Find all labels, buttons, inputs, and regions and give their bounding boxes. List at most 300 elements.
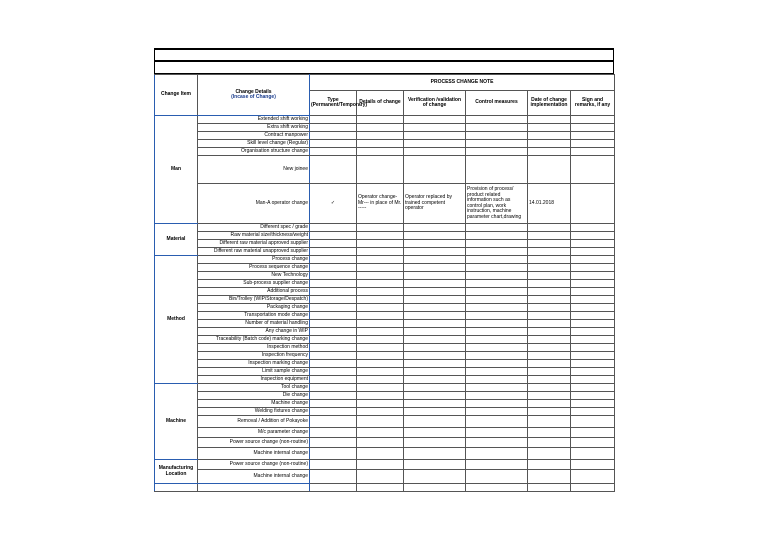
empty-cell[interactable] (466, 400, 528, 408)
table-row (155, 392, 615, 400)
change-detail-item: Packaging change (198, 304, 310, 312)
empty-cell[interactable] (528, 460, 571, 470)
entry-date: 14.01.2018 (528, 184, 571, 224)
empty-cell[interactable] (310, 392, 357, 400)
change-detail-item: Organisation structure change (198, 148, 310, 156)
empty-cell[interactable] (310, 116, 357, 124)
empty-cell[interactable] (466, 156, 528, 184)
empty-cell[interactable] (528, 336, 571, 344)
empty-cell[interactable] (528, 484, 571, 492)
empty-cell[interactable] (357, 132, 404, 140)
empty-cell[interactable] (357, 368, 404, 376)
change-details-subtitle: (Incase of Change) (231, 94, 276, 100)
change-detail-item: Inspection equipment (198, 376, 310, 384)
table-row (155, 312, 615, 320)
empty-cell[interactable] (466, 140, 528, 148)
empty-cell[interactable] (571, 428, 615, 438)
empty-cell[interactable] (466, 312, 528, 320)
table-row (155, 400, 615, 408)
table-row (155, 368, 615, 376)
empty-cell[interactable] (571, 296, 615, 304)
change-detail-item: Machine internal change (198, 470, 310, 484)
entry-details: Operator change- Mr--- in place of Mr. ----- (357, 184, 404, 224)
empty-cell[interactable] (357, 384, 404, 392)
change-detail-item: Extra shift working (198, 124, 310, 132)
empty-cell[interactable] (310, 280, 357, 288)
change-detail-item: Sub-process supplier change (198, 280, 310, 288)
empty-cell[interactable] (357, 224, 404, 232)
table-row (155, 240, 615, 248)
empty-cell[interactable] (404, 408, 466, 416)
change-detail-item: Inspection frequency (198, 352, 310, 360)
empty-cell[interactable] (571, 280, 615, 288)
empty-cell[interactable] (357, 328, 404, 336)
category-material: Material (155, 224, 198, 256)
empty-cell[interactable] (466, 148, 528, 156)
table-row (155, 288, 615, 296)
empty-cell[interactable] (310, 232, 357, 240)
empty-cell[interactable] (404, 352, 466, 360)
empty-cell[interactable] (528, 240, 571, 248)
empty-cell[interactable] (466, 132, 528, 140)
empty-cell[interactable] (310, 328, 357, 336)
empty-cell[interactable] (466, 470, 528, 484)
change-detail-item: Number of material handling (198, 320, 310, 328)
empty-cell[interactable] (466, 428, 528, 438)
empty-cell[interactable] (528, 376, 571, 384)
empty-cell[interactable] (571, 288, 615, 296)
empty-cell[interactable] (404, 140, 466, 148)
empty-cell[interactable] (404, 360, 466, 368)
empty-cell[interactable] (466, 484, 528, 492)
empty-cell[interactable] (528, 384, 571, 392)
empty-cell[interactable] (528, 132, 571, 140)
change-detail-item: Man-A operator change (198, 184, 310, 224)
empty-cell (198, 484, 310, 492)
empty-cell[interactable] (571, 460, 615, 470)
empty-cell[interactable] (404, 336, 466, 344)
table-row (155, 460, 615, 470)
empty-cell[interactable] (528, 448, 571, 460)
empty-cell[interactable] (310, 312, 357, 320)
table-row (155, 256, 615, 264)
empty-cell[interactable] (404, 248, 466, 256)
empty-cell[interactable] (310, 368, 357, 376)
empty-cell[interactable] (404, 156, 466, 184)
empty-cell[interactable] (357, 272, 404, 280)
empty-cell[interactable] (310, 470, 357, 484)
empty-cell[interactable] (571, 438, 615, 448)
empty-cell[interactable] (571, 320, 615, 328)
empty-cell[interactable] (466, 438, 528, 448)
empty-cell[interactable] (357, 352, 404, 360)
empty-cell[interactable] (310, 400, 357, 408)
empty-cell[interactable] (310, 124, 357, 132)
change-detail-item: Power source change (non-routine) (198, 460, 310, 470)
empty-cell[interactable] (466, 416, 528, 428)
empty-cell[interactable] (404, 116, 466, 124)
empty-cell[interactable] (571, 224, 615, 232)
empty-cell[interactable] (466, 368, 528, 376)
empty-cell[interactable] (528, 368, 571, 376)
change-detail-item: Raw material size/thickness/weight (198, 232, 310, 240)
empty-cell[interactable] (571, 470, 615, 484)
sheet-top-bar (154, 48, 614, 61)
empty-cell[interactable] (466, 320, 528, 328)
empty-cell[interactable] (528, 360, 571, 368)
empty-cell[interactable] (466, 224, 528, 232)
table-row (155, 224, 615, 232)
empty-cell[interactable] (571, 264, 615, 272)
empty-cell[interactable] (357, 124, 404, 132)
table-row (155, 328, 615, 336)
empty-cell[interactable] (404, 328, 466, 336)
empty-cell[interactable] (528, 408, 571, 416)
empty-cell[interactable] (528, 124, 571, 132)
change-detail-item: Tool change (198, 384, 310, 392)
empty-cell[interactable] (310, 428, 357, 438)
empty-cell[interactable] (571, 484, 615, 492)
empty-cell[interactable] (466, 248, 528, 256)
empty-cell[interactable] (357, 256, 404, 264)
empty-cell[interactable] (404, 124, 466, 132)
empty-cell[interactable] (404, 400, 466, 408)
change-detail-item: New Technology (198, 272, 310, 280)
empty-cell[interactable] (404, 392, 466, 400)
change-detail-item: Die change (198, 392, 310, 400)
empty-cell[interactable] (404, 368, 466, 376)
change-detail-item: Process sequence change (198, 264, 310, 272)
empty-cell[interactable] (404, 416, 466, 428)
change-detail-item: Skill level change (Regular) (198, 140, 310, 148)
empty-cell[interactable] (310, 264, 357, 272)
table-row (155, 116, 615, 124)
empty-cell[interactable] (466, 116, 528, 124)
empty-cell[interactable] (357, 156, 404, 184)
empty-cell[interactable] (466, 256, 528, 264)
process-change-table (154, 74, 615, 492)
empty-cell[interactable] (466, 272, 528, 280)
entry-type_mark: ✓ (310, 184, 357, 224)
empty-cell[interactable] (404, 384, 466, 392)
empty-cell[interactable] (571, 312, 615, 320)
table-row (155, 320, 615, 328)
empty-cell[interactable] (528, 304, 571, 312)
empty-cell[interactable] (404, 344, 466, 352)
empty-cell[interactable] (528, 288, 571, 296)
empty-cell[interactable] (466, 240, 528, 248)
empty-cell[interactable] (571, 140, 615, 148)
empty-cell[interactable] (528, 344, 571, 352)
empty-cell[interactable] (310, 320, 357, 328)
empty-cell[interactable] (571, 248, 615, 256)
empty-cell[interactable] (404, 470, 466, 484)
empty-cell[interactable] (528, 296, 571, 304)
empty-cell[interactable] (310, 408, 357, 416)
empty-cell[interactable] (571, 392, 615, 400)
empty-cell[interactable] (466, 448, 528, 460)
empty-cell[interactable] (404, 272, 466, 280)
column-header: Details of change (357, 91, 404, 116)
change-detail-item: Machine change (198, 400, 310, 408)
empty-cell[interactable] (571, 148, 615, 156)
empty-cell[interactable] (528, 400, 571, 408)
empty-cell[interactable] (528, 232, 571, 240)
empty-cell[interactable] (357, 470, 404, 484)
empty-cell[interactable] (571, 328, 615, 336)
empty-cell[interactable] (357, 392, 404, 400)
empty-cell[interactable] (571, 240, 615, 248)
empty-cell[interactable] (528, 272, 571, 280)
empty-cell[interactable] (571, 448, 615, 460)
empty-cell[interactable] (571, 360, 615, 368)
empty-cell[interactable] (571, 256, 615, 264)
empty-cell[interactable] (528, 264, 571, 272)
empty-cell[interactable] (310, 304, 357, 312)
empty-cell[interactable] (357, 140, 404, 148)
change-detail-item: Traceability (Batch code) marking change (198, 336, 310, 344)
empty-cell[interactable] (357, 232, 404, 240)
empty-cell[interactable] (404, 288, 466, 296)
change-detail-item: Bin/Trolley (WIP/Storage/Despatch) (198, 296, 310, 304)
empty-cell[interactable] (571, 124, 615, 132)
empty-cell[interactable] (571, 232, 615, 240)
empty-cell[interactable] (466, 296, 528, 304)
empty-cell[interactable] (571, 368, 615, 376)
empty-cell[interactable] (310, 224, 357, 232)
empty-cell[interactable] (404, 280, 466, 288)
empty-cell[interactable] (466, 408, 528, 416)
empty-cell[interactable] (357, 288, 404, 296)
empty-cell[interactable] (466, 304, 528, 312)
change-detail-item: Inspection marking change (198, 360, 310, 368)
empty-cell[interactable] (528, 392, 571, 400)
change-detail-item: Removal / Addition of Pokayoke (198, 416, 310, 428)
table-row (155, 448, 615, 460)
empty-cell[interactable] (466, 376, 528, 384)
change-detail-item: Limit sample change (198, 368, 310, 376)
change-detail-item: Inspection method (198, 344, 310, 352)
empty-cell[interactable] (466, 392, 528, 400)
empty-cell[interactable] (528, 352, 571, 360)
empty-cell[interactable] (528, 256, 571, 264)
change-detail-item: M/c parameter change (198, 428, 310, 438)
empty-cell[interactable] (404, 312, 466, 320)
empty-cell[interactable] (571, 344, 615, 352)
change-detail-item: Welding fixtures change (198, 408, 310, 416)
empty-cell[interactable] (466, 460, 528, 470)
empty-cell[interactable] (466, 336, 528, 344)
empty-cell[interactable] (466, 124, 528, 132)
empty-cell[interactable] (357, 320, 404, 328)
empty-cell[interactable] (404, 256, 466, 264)
empty-cell[interactable] (528, 140, 571, 148)
empty-cell[interactable] (310, 416, 357, 428)
table-row (155, 408, 615, 416)
empty-cell[interactable] (310, 484, 357, 492)
empty-cell[interactable] (357, 116, 404, 124)
empty-cell[interactable] (310, 376, 357, 384)
change-detail-item: Different spec / grade (198, 224, 310, 232)
table-row (155, 264, 615, 272)
change-detail-item: Different raw material approved supplier (198, 240, 310, 248)
category-location: Manufacturing Location (155, 460, 198, 484)
empty-cell[interactable] (404, 224, 466, 232)
category-method: Method (155, 256, 198, 384)
column-header: Type (Permanent/Temporary) (310, 91, 357, 116)
table-row (155, 484, 615, 492)
empty-cell[interactable] (310, 460, 357, 470)
empty-cell[interactable] (310, 256, 357, 264)
empty-cell[interactable] (310, 148, 357, 156)
table-row (155, 336, 615, 344)
empty-cell[interactable] (528, 438, 571, 448)
empty-cell[interactable] (404, 438, 466, 448)
empty-cell[interactable] (571, 304, 615, 312)
empty-cell[interactable] (528, 470, 571, 484)
empty-cell[interactable] (357, 408, 404, 416)
empty-cell[interactable] (528, 320, 571, 328)
empty-cell[interactable] (571, 416, 615, 428)
empty-cell[interactable] (310, 156, 357, 184)
table-row (155, 416, 615, 428)
empty-cell (155, 484, 198, 492)
column-header: Control measures (466, 91, 528, 116)
empty-cell[interactable] (310, 352, 357, 360)
table-row (155, 376, 615, 384)
empty-cell[interactable] (571, 408, 615, 416)
empty-cell[interactable] (310, 296, 357, 304)
empty-cell[interactable] (404, 320, 466, 328)
empty-cell[interactable] (571, 336, 615, 344)
empty-cell[interactable] (404, 132, 466, 140)
empty-cell[interactable] (404, 264, 466, 272)
change-detail-item: Transportation mode change (198, 312, 310, 320)
empty-cell[interactable] (528, 428, 571, 438)
empty-cell[interactable] (357, 484, 404, 492)
empty-cell[interactable] (404, 232, 466, 240)
empty-cell[interactable] (357, 240, 404, 248)
empty-cell[interactable] (571, 400, 615, 408)
empty-cell[interactable] (528, 156, 571, 184)
empty-cell[interactable] (528, 280, 571, 288)
empty-cell[interactable] (357, 416, 404, 428)
empty-cell[interactable] (571, 132, 615, 140)
empty-cell[interactable] (404, 484, 466, 492)
empty-cell[interactable] (357, 336, 404, 344)
empty-cell[interactable] (404, 428, 466, 438)
empty-cell[interactable] (571, 116, 615, 124)
empty-cell[interactable] (528, 328, 571, 336)
change-detail-item: Process change (198, 256, 310, 264)
empty-cell[interactable] (357, 400, 404, 408)
table-row (155, 352, 615, 360)
empty-cell[interactable] (404, 376, 466, 384)
entry-verification: Operator replaced by trained competent operator (404, 184, 466, 224)
table-row (155, 140, 615, 148)
empty-cell[interactable] (310, 248, 357, 256)
empty-cell[interactable] (571, 376, 615, 384)
empty-cell[interactable] (466, 280, 528, 288)
empty-cell[interactable] (528, 248, 571, 256)
empty-cell[interactable] (528, 416, 571, 428)
empty-cell[interactable] (357, 438, 404, 448)
empty-cell[interactable] (571, 156, 615, 184)
entry-control: Provision of process/ product related information such as control plan, work instruction, machine parameter chart,drawing (466, 184, 528, 224)
empty-cell[interactable] (357, 296, 404, 304)
empty-cell[interactable] (357, 304, 404, 312)
table-row (155, 438, 615, 448)
empty-cell[interactable] (357, 264, 404, 272)
empty-cell[interactable] (357, 248, 404, 256)
empty-cell[interactable] (310, 360, 357, 368)
empty-cell[interactable] (528, 224, 571, 232)
empty-cell[interactable] (310, 344, 357, 352)
empty-cell[interactable] (571, 352, 615, 360)
empty-cell[interactable] (528, 116, 571, 124)
empty-cell[interactable] (466, 352, 528, 360)
empty-cell[interactable] (310, 438, 357, 448)
empty-cell[interactable] (310, 272, 357, 280)
sheet-second-bar (154, 61, 614, 74)
empty-cell[interactable] (404, 240, 466, 248)
empty-cell[interactable] (466, 384, 528, 392)
change-detail-item: Different raw material unapproved supplier (198, 248, 310, 256)
empty-cell[interactable] (466, 344, 528, 352)
empty-cell[interactable] (310, 336, 357, 344)
change-detail-item: Machine internal change (198, 448, 310, 460)
empty-cell[interactable] (357, 448, 404, 460)
empty-cell[interactable] (466, 360, 528, 368)
header-row-1 (155, 75, 615, 91)
empty-cell[interactable] (404, 460, 466, 470)
column-header: Sign and remarks, if any (571, 91, 615, 116)
empty-cell[interactable] (357, 428, 404, 438)
empty-cell[interactable] (357, 148, 404, 156)
empty-cell[interactable] (404, 296, 466, 304)
empty-cell[interactable] (404, 304, 466, 312)
empty-cell[interactable] (571, 384, 615, 392)
empty-cell[interactable] (571, 272, 615, 280)
empty-cell[interactable] (357, 460, 404, 470)
empty-cell[interactable] (310, 140, 357, 148)
empty-cell[interactable] (310, 448, 357, 460)
empty-cell[interactable] (357, 344, 404, 352)
empty-cell[interactable] (466, 232, 528, 240)
empty-cell[interactable] (310, 288, 357, 296)
empty-cell[interactable] (357, 280, 404, 288)
empty-cell[interactable] (528, 312, 571, 320)
column-header: Date of change implementation (528, 91, 571, 116)
empty-cell[interactable] (466, 264, 528, 272)
empty-cell[interactable] (357, 376, 404, 384)
empty-cell[interactable] (357, 360, 404, 368)
empty-cell[interactable] (466, 328, 528, 336)
empty-cell[interactable] (310, 132, 357, 140)
empty-cell[interactable] (404, 448, 466, 460)
change-detail-item: Additional process (198, 288, 310, 296)
empty-cell[interactable] (310, 384, 357, 392)
table-row (155, 124, 615, 132)
table-row (155, 132, 615, 140)
empty-cell[interactable] (528, 148, 571, 156)
empty-cell[interactable] (357, 312, 404, 320)
empty-cell[interactable] (466, 288, 528, 296)
table-row (155, 184, 615, 224)
empty-cell[interactable] (404, 148, 466, 156)
empty-cell[interactable] (310, 240, 357, 248)
category-man: Man (155, 116, 198, 224)
